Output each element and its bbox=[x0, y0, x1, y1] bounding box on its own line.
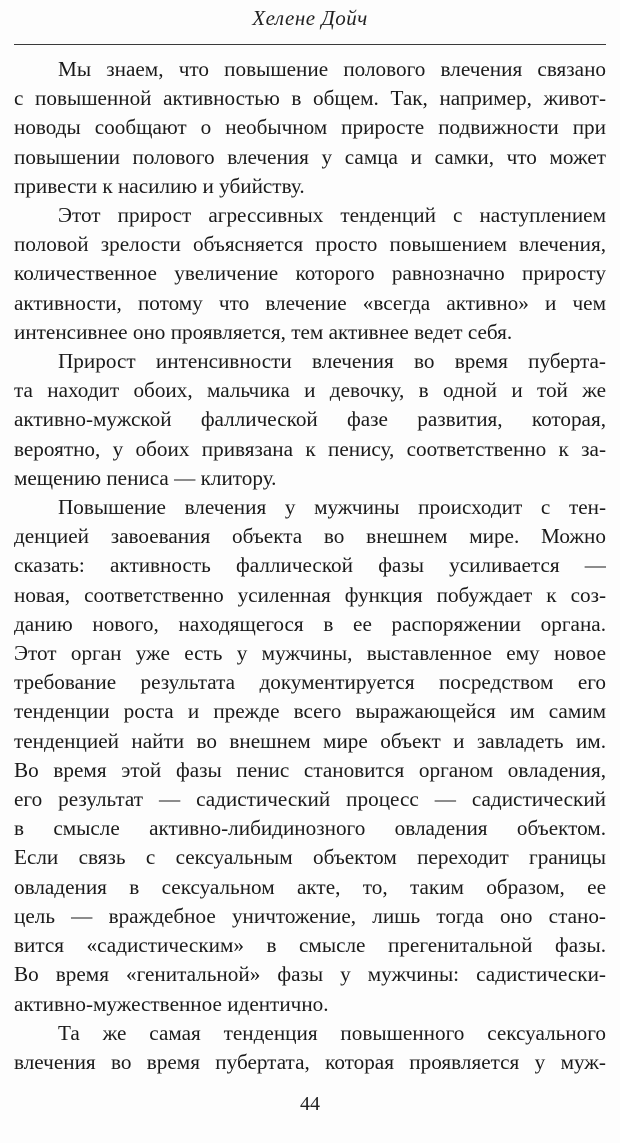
text-line: повышении полового влечения у самца и самки, что может bbox=[14, 144, 606, 169]
text-line: тенденции роста и прежде всего выражающейся им самим bbox=[14, 699, 606, 724]
text-line: его результат — садистический процесс — садистический bbox=[14, 787, 606, 812]
text-line: активно-мужественное идентично. bbox=[14, 991, 329, 1016]
text-line: половой зрелости объясняется просто повышением влечения, bbox=[14, 232, 606, 257]
text-line: активно-мужской фаллической фазе развития, которая, bbox=[14, 407, 606, 432]
text-line: мещению пениса — клитору. bbox=[14, 465, 277, 490]
paragraph-3 bbox=[14, 347, 606, 493]
text-line: та находит обоих, мальчика и девочку, в одной и той же bbox=[14, 378, 606, 403]
text-line: цель — враждебное уничтожение, лишь тогда оно стано- bbox=[14, 903, 606, 928]
paragraph-5 bbox=[14, 1019, 606, 1075]
text-line: в смысле активно-либидинозного овладения объектом. bbox=[14, 816, 606, 841]
text-line: привести к насилию и убийству. bbox=[14, 173, 305, 198]
paragraph-2 bbox=[14, 201, 606, 347]
text-line: овладения в сексуальном акте, то, таким образом, ее bbox=[14, 874, 606, 899]
header-rule bbox=[14, 44, 606, 45]
text-line: новоды сообщают о необычном приросте подвижности при bbox=[14, 115, 606, 140]
text-line: Этот прирост агрессивных тенденций с наступлением bbox=[58, 203, 606, 228]
running-head: Хелене Дойч bbox=[252, 6, 368, 30]
text-line: денцией завоевания объекта во внешнем мире. Можно bbox=[14, 524, 606, 549]
text-line: Прирост интенсивности влечения во время пуберта- bbox=[58, 349, 606, 374]
text-line: Мы знаем, что повышение полового влечения связано bbox=[58, 57, 606, 81]
text-line: количественное увеличение которого равнозначно приросту bbox=[14, 261, 606, 286]
text-line: Этот орган уже есть у мужчины, выставленное ему новое bbox=[14, 641, 606, 666]
text-line: с повышенной активностью в общем. Так, например, живот- bbox=[14, 86, 606, 111]
text-line: влечения во время пубертата, которая проявляется у муж- bbox=[14, 1049, 606, 1074]
text-line: Повышение влечения у мужчины происходит с тен- bbox=[58, 495, 606, 520]
text-line: новая, соответственно усиленная функция побуждает к соз- bbox=[14, 582, 606, 607]
text-line: данию нового, находящегося в ее распоряжении органа. bbox=[14, 611, 606, 636]
paragraph-4 bbox=[14, 493, 606, 1019]
text-line: тенденцией найти во внешнем мире объект и завладеть им. bbox=[14, 728, 606, 753]
text-line: вероятно, у обоих привязана к пенису, соответственно к за- bbox=[14, 436, 606, 461]
text-line: Во время «генитальной» фазы у мужчины: садистически- bbox=[14, 962, 606, 987]
text-line: Во время этой фазы пенис становится органом овладения, bbox=[14, 757, 606, 782]
body-text bbox=[14, 55, 606, 1075]
text-line: Если связь с сексуальным объектом переходит границы bbox=[14, 845, 606, 870]
text-line: вится «садистическим» в смысле прегенитальной фазы. bbox=[14, 933, 606, 958]
text-line: сказать: активность фаллической фазы усиливается — bbox=[14, 553, 606, 578]
text-line: интенсивнее оно проявляется, тем активнее ведет себя. bbox=[14, 319, 513, 344]
text-line: активности, потому что влечение «всегда активно» и чем bbox=[14, 290, 606, 315]
text-line: Та же самая тенденция повышенного сексуального bbox=[58, 1020, 606, 1045]
text-line: требование результата документируется посредством его bbox=[14, 670, 606, 695]
paragraph-1 bbox=[14, 55, 606, 201]
page-number: 44 bbox=[300, 1093, 320, 1115]
